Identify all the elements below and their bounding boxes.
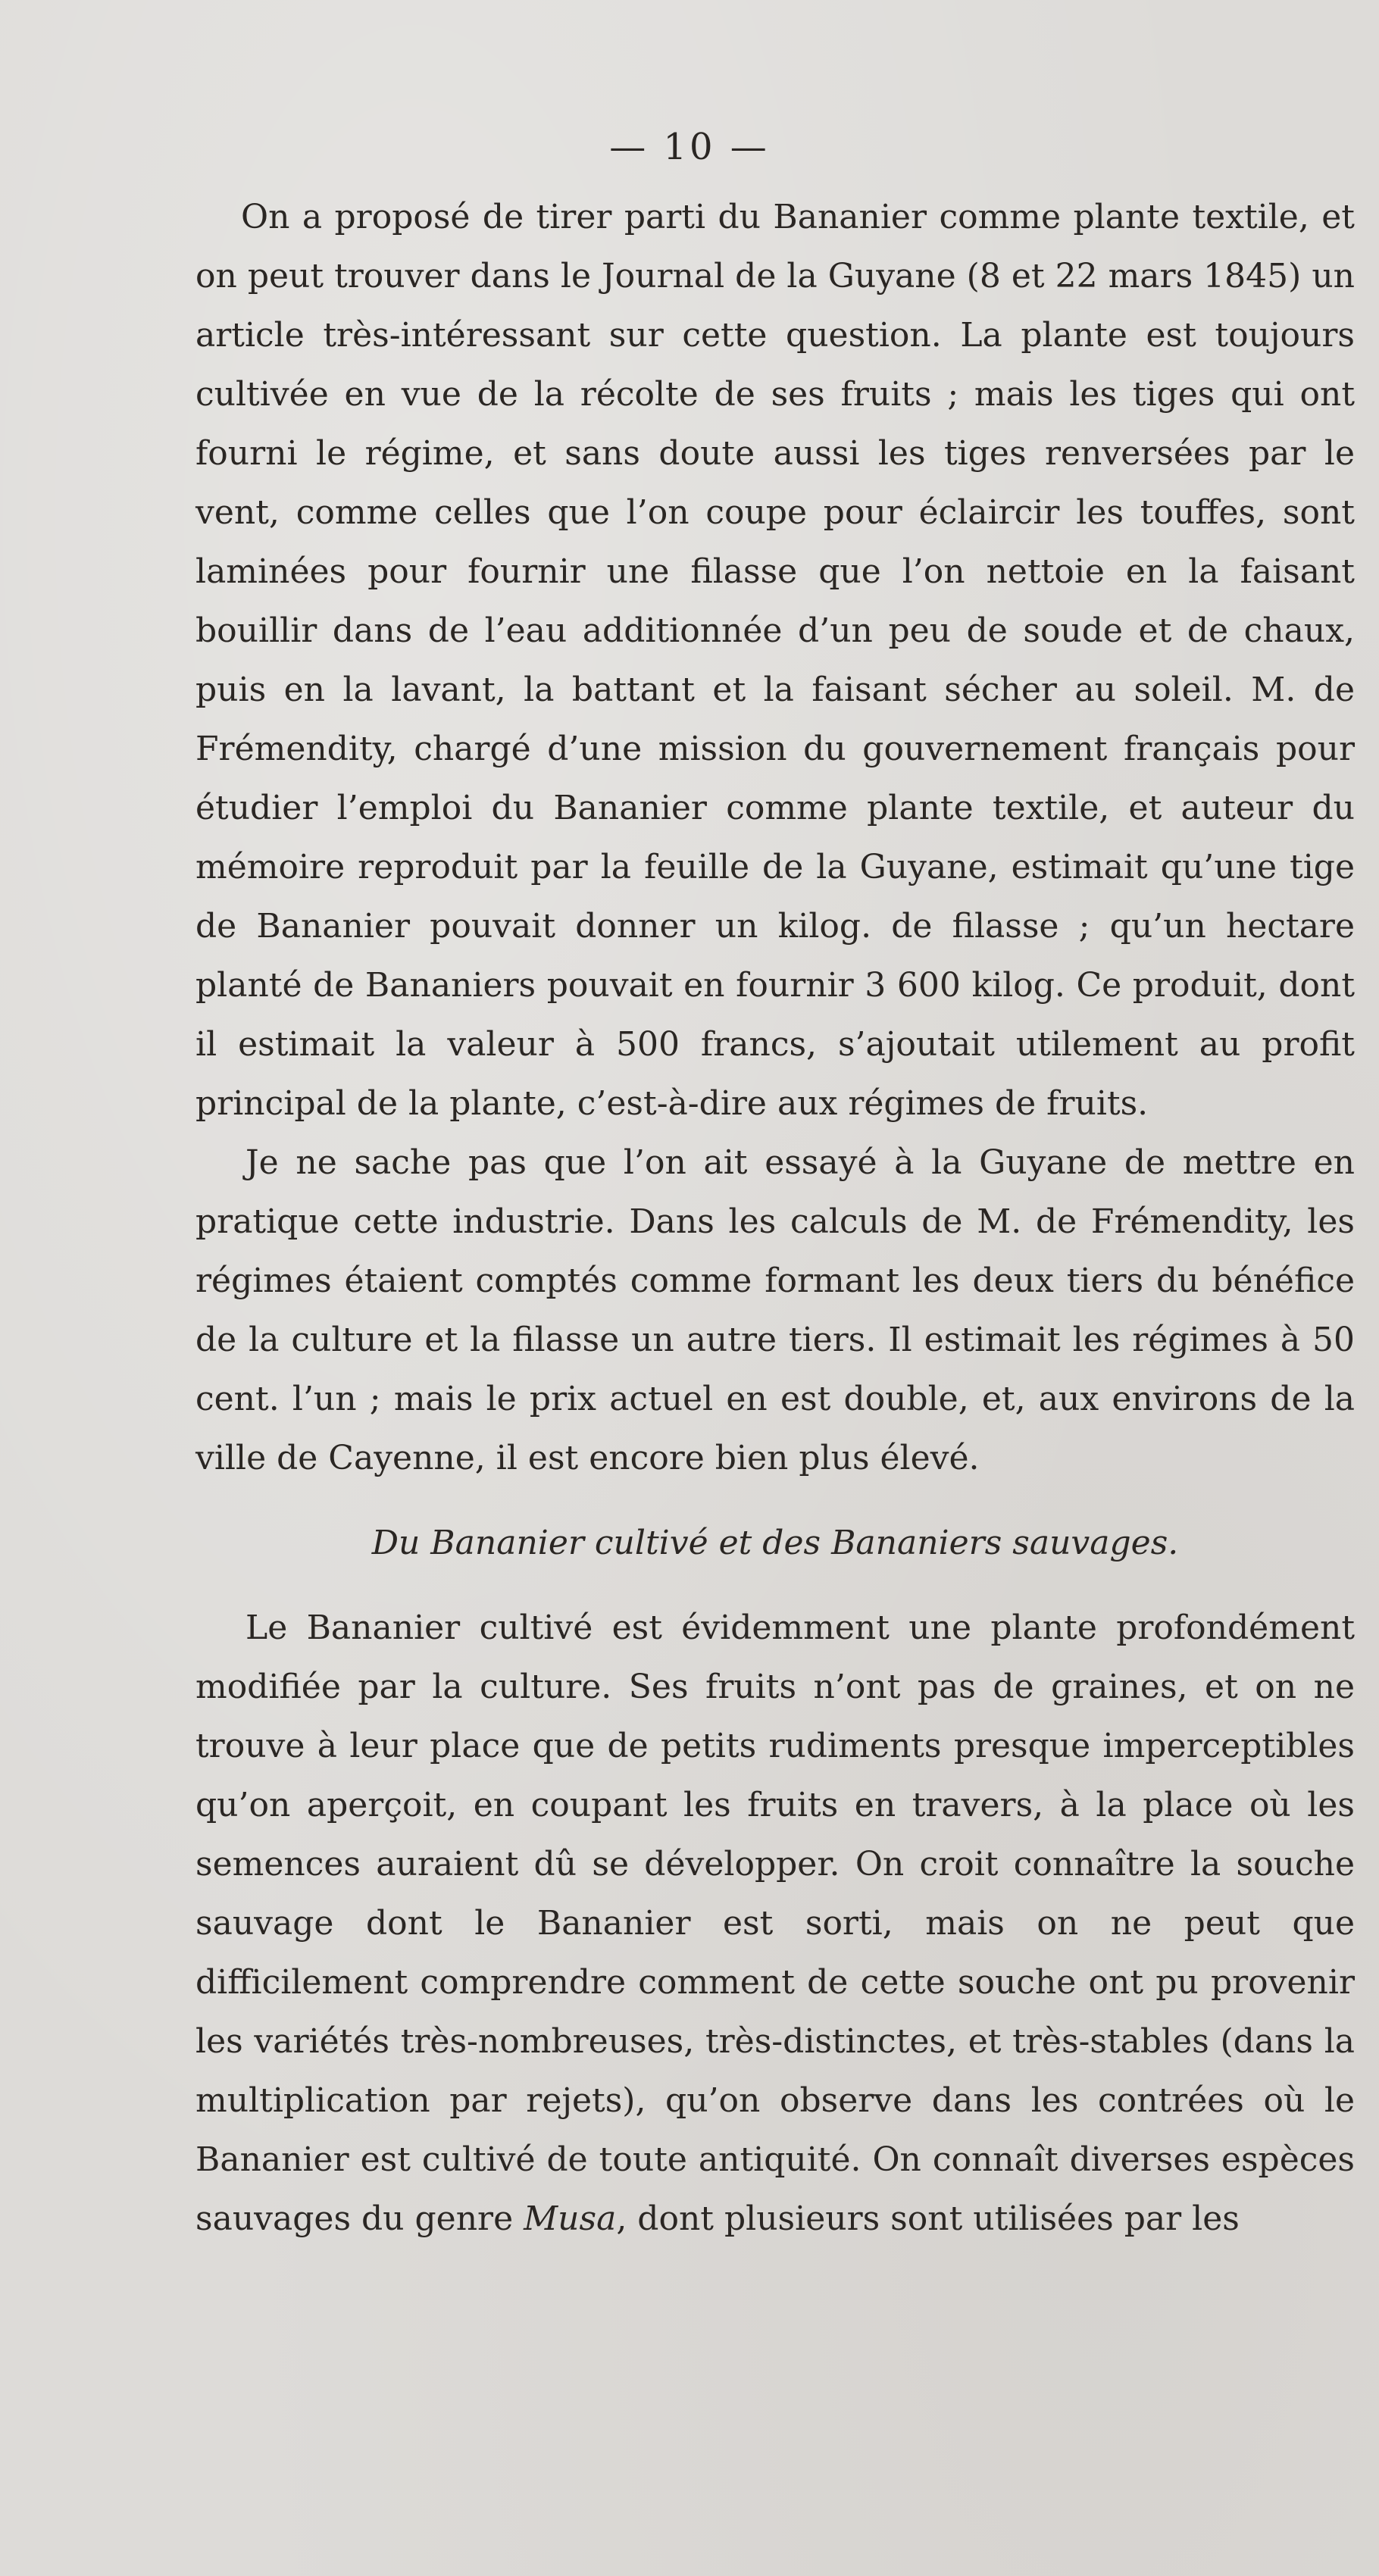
section-heading: Du Bananier cultivé et des Bananiers sauvages.	[371, 1524, 1179, 1562]
genus-name: Musa	[524, 2199, 617, 2238]
paragraph-cultivated-banana-text: Le Bananier cultivé est évidemment une plante profondément modifiée par la culture. Ses fruits n’ont pas de graines, et on ne trouve à leur place que de petits rudiments presque imperceptibles qu’on aperçoit, en coupant les fruits en travers, à la place où les semences auraient dû se développer. On croit connaître la souche sauvage dont le Bananier est sorti, mais on ne peut que difficilement comprendre comment de cette souche ont pu provenir les variétés très-nombreuses, très-distinctes, et très-stables (dans la multiplication par rejets), qu’on observe dans les contrées où le Bananier est cultivé de toute antiquité. On connaît diverses espèces sauvages du genre	[195, 1608, 1355, 2238]
paragraph-cultivated-banana	[195, 1599, 1355, 2249]
paragraph-industry: Je ne sache pas que l’on ait essayé à la Guyane de mettre en pratique cette industrie. Dans les calculs de M. de Frémendity, les régimes étaient comptés comme formant les deux tiers du bénéfice de la culture et la filasse un autre tiers. Il estimait les régimes à 50 cent. l’un ; mais le prix actuel en est double, et, aux environs de la ville de Cayenne, il est encore bien plus élevé.	[195, 1143, 1355, 1477]
paragraph-textile: On a proposé de tirer parti du Bananier comme plante textile, et on peut trouver dans le Journal de la Guyane (8 et 22 mars 1845) un article très-intéressant sur cette question. La plante est toujours cultivée en vue de la récolte de ses fruits ; mais les tiges qui ont fourni le régime, et sans doute aussi les tiges renversées par le vent, comme celles que l’on coupe pour éclaircir les touffes, sont laminées pour fournir une filasse que l’on nettoie en la faisant bouillir dans de l’eau additionnée d’un peu de soude et de chaux, puis en la lavant, la battant et la faisant sécher au soleil. M. de Frémendity, chargé d’une mission du gouvernement français pour étudier l’emploi du Bananier comme plante textile, et auteur du mémoire reproduit par la feuille de la Guyane, estimait qu’une tige de Bananier pouvait donner un kilog. de filasse ; qu’un hectare planté de Bananiers pouvait en fournir 3 600 kilog. Ce produit, dont il estimait la valeur à 500 francs, s’ajoutait utilement au profit principal de la plante, c’est-à-dire aux régimes de fruits.	[195, 198, 1355, 1123]
paragraph-cultivated-banana-end: , dont plusieurs sont utilisées par les	[616, 2199, 1240, 2238]
page-body	[195, 188, 1355, 2249]
page-number: — 10 —	[609, 126, 770, 168]
